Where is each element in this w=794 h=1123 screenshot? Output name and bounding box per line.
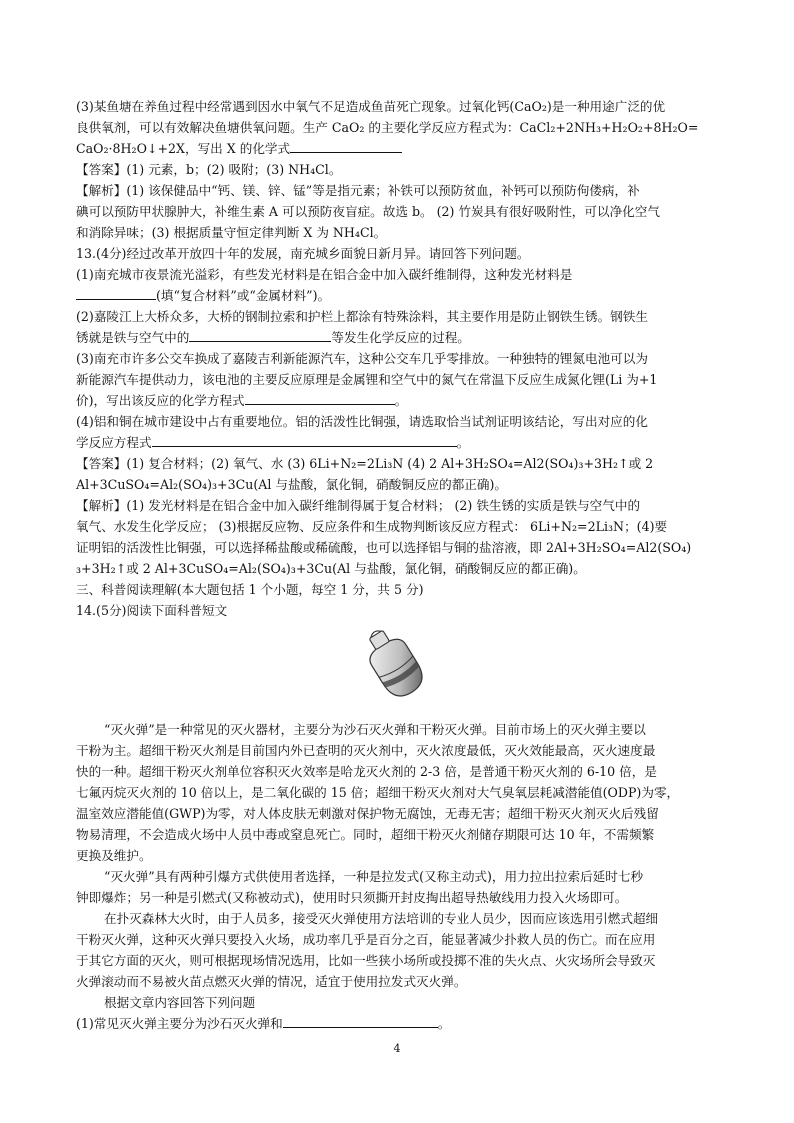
text-line: CaO₂·8H₂O↓+2X，写出 X 的化学式 (76, 138, 728, 159)
answer-blank[interactable] (245, 390, 395, 405)
text-line: (4)铝和铜在城市建设中占有重要地位。铝的活泼性比铜强，请选取恰当试剂证明该结论，写出对应的化 (76, 414, 648, 429)
section-heading: 三、科普阅读理解(本大题包括 1 个小题，每空 1 分，共 5 分) (76, 582, 424, 597)
text-line: 良供氧剂，可以有效解决鱼塘供氧问题。生产 CaO₂ 的主要化学反应方程式为：CaCl₂+2NH₃+H₂O₂+8H₂O= (76, 120, 699, 135)
text-line: 新能源汽车提供动力，该电池的主要反应原理是金属锂和空气中的氮气在常温下反应生成氮化锂(Li 为+1 (76, 372, 658, 387)
text-line: (1)南充城市夜景流光溢彩，有些发光材料是在铝合金中加入碳纤维制得，这种发光材料是 (76, 267, 573, 282)
passage-line: 快的一种。超细干粉灭火剂单位容积灭火效率是哈龙灭火剂的 2-3 倍，是普通干粉灭火剂的 6-10 倍，是 (76, 764, 657, 779)
passage-line: 物易清理，不会造成火场中人员中毒或窒息死亡。同时，超细干粉灭火剂储存期限可达 10 年，不需频繁 (76, 827, 655, 842)
passage-line: 更换及维护。 (76, 848, 152, 863)
answer-line: 【答案】(1) 元素，b；(2) 吸附；(3) NH₄Cl。 (76, 162, 342, 177)
text-line: (3)某鱼塘在养鱼过程中经常遇到因水中氧气不足造成鱼苗死亡现象。过氧化钙(CaO₂)是一种用途广泛的优 (76, 99, 666, 114)
text-line: Al+3CuSO₄=Al₂(SO₄)₃+3Cu(Al 与盐酸，氯化铜，硝酸铜反应的都正确)。 (76, 477, 507, 492)
text-line: 学反应方程式 。 (76, 432, 728, 453)
instruction-line: 根据文章内容回答下列问题 (104, 995, 256, 1010)
passage-line: 干粉灭火弹，这种灭火弹只要投入火场，成功率几乎是百分之百，能显著减少扑救人员的伤亡。而在应用 (76, 932, 656, 947)
passage-line: 干粉为主。超细干粉灭火剂是目前国内外已查明的灭火剂中，灭火浓度最低，灭火效能最高，灭火速度最 (76, 743, 656, 758)
analysis-line: 【解析】(1) 发光材料是在铝合金中加入碳纤维制得属于复合材料； (2) 铁生锈的实质是铁与空气中的 (76, 498, 641, 513)
answer-line: 【答案】(1) 复合材料；(2) 氧气、水 (3) 6Li+N₂=2Li₃N (4) 2 Al+3H₂SO₄=Al2(SO₄)₃+3H₂↑或 2 (76, 456, 654, 471)
passage-line: 钟即爆炸；另一种是引燃式(又称被动式)，使用时只须撕开封皮掏出超导热敏线用力投入火场即可。 (76, 890, 628, 905)
text-line: 锈就是铁与空气中的 等发生化学反应的过程。 (76, 327, 728, 348)
question-heading: 14.(5分)阅读下面科普短文 (76, 603, 228, 618)
text-line: (填“复合材料”或“金属材料”)。 (76, 285, 728, 306)
text-line: (1)常见灭火弹主要分为沙石灭火弹和 。 (76, 1013, 728, 1034)
text-line: 证明铝的活泼性比铜强，可以选择稀盐酸或稀硫酸，也可以选择铝与铜的盐溶液，即 2Al+3H₂SO₄=Al2(SO₄) (76, 540, 692, 555)
answer-blank[interactable] (290, 138, 402, 153)
question-heading: 13.(4分)经过改革开放四十年的发展，南充城乡面貌日新月异。请回答下列问题。 (76, 246, 530, 261)
text-line: (3)南充市许多公交车换成了嘉陵吉利新能源汽车，这种公交车几乎零排放。一种独特的锂氮电池可以为 (76, 351, 648, 366)
passage-line: 温室效应潜能值(GWP)为零，对人体皮肤无刺激对保护物无腐蚀，无毒无害；超细干粉灭火剂灭火后残留 (76, 806, 659, 821)
text-line: 价)，写出该反应的化学方程式 。 (76, 390, 728, 411)
answer-blank[interactable] (283, 1013, 438, 1028)
text-line: (2)嘉陵江上大桥众多，大桥的钢制拉索和护栏上都涂有特殊涂料，其主要作用是防止钢铁生锈。钢铁生 (76, 309, 648, 324)
passage-line: 七氟丙烷灭火剂的 10 倍以上，是二氧化碳的 15 倍；超细干粉灭火剂对大气臭氧层耗减潜能值(ODP)为零， (76, 785, 680, 800)
text-line: 碘可以预防甲状腺肿大，补维生素 A 可以预防夜盲症。故选 b。 (2) 竹炭具有很好吸附性，可以净化空气 (76, 204, 660, 219)
answer-blank[interactable] (152, 432, 457, 447)
passage-line: 火弹滚动而不易被火苗点燃灭火弹的情况，适宜于使用拉发式灭火弹。 (76, 974, 467, 989)
passage-paragraph-line: “灭火弹”是一种常见的灭火器材，主要分为沙石灭火弹和干粉灭火弹。目前市场上的灭火弹主要以 (104, 722, 646, 737)
fire-extinguisher-bomb-illustration (345, 623, 445, 703)
text-line: 氧气、水发生化学反应； (3)根据反应物、反应条件和生成物判断该反应方程式： 6Li+N₂=2Li₃N；(4)要 (76, 519, 668, 534)
text-line: ₃+3H₂↑或 2 Al+3CuSO₄=Al₂(SO₄)₃+3Cu(Al 与盐酸，氯化铜，硝酸铜反应的都正确)。 (76, 561, 586, 576)
passage-line: 于其它方面的灭火，则可根据现场情况选用，比如一些狭小场所或投掷不准的失火点、火灾场所会导致灭 (76, 953, 656, 968)
passage-paragraph-line: “灭火弹”具有两种引爆方式供使用者选择，一种是拉发式(又称主动式)，用力拉出拉索后延时七秒 (104, 869, 644, 884)
analysis-line: 【解析】(1) 该保健品中“钙、镁、锌、锰”等是指元素；补铁可以预防贫血，补钙可以预防佝偻病，补 (76, 183, 640, 198)
page-number: 4 (393, 1042, 401, 1055)
passage-paragraph-line: 在扑灭森林大火时，由于人员多，接受灭火弹使用方法培训的专业人员少，因而应该选用引燃式超细 (104, 911, 659, 926)
answer-blank[interactable] (189, 327, 331, 342)
answer-blank[interactable] (76, 285, 156, 300)
text-line: 和消除异味；(3) 根据质量守恒定律判断 X 为 NH₄Cl。 (76, 225, 387, 240)
